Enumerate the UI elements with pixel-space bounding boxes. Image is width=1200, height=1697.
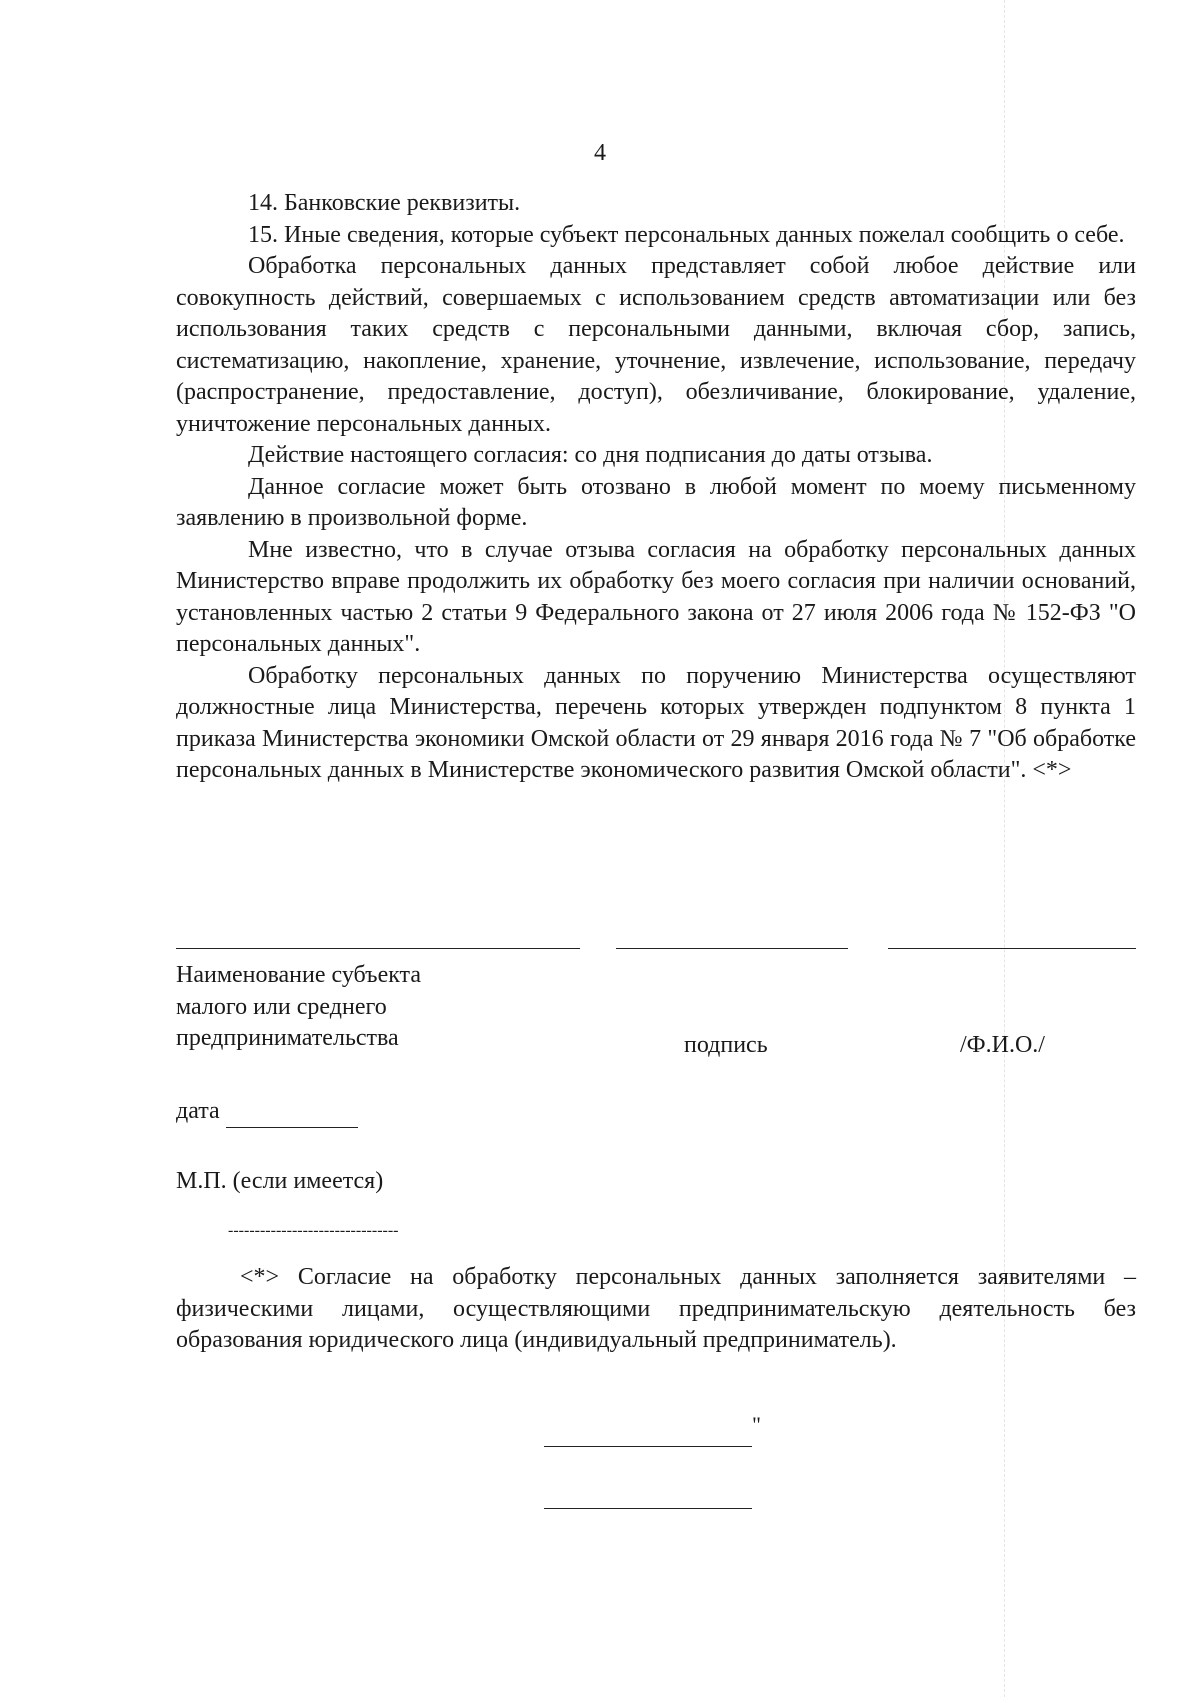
paragraph-processing-definition: Обработка персональных данных представляет собой любое действие или совокупность действий, совершаемых с использованием средств автоматизации или без использования таких средств с персональными данными, включая сбор, запись, систематизацию, накопление, хранение, уточнение, извлечение, использование, передачу (распространение, предоставление, доступ), обезличивание, блокирование, удаление, уничтожение персональных данных.: [176, 253, 1136, 437]
footnote-separator: --------------------------------: [228, 1222, 399, 1239]
org-name-line: [176, 948, 580, 949]
paragraph-bank-details: 14. Банковские реквизиты.: [248, 190, 521, 216]
paragraph-processing-officials: Обработку персональных данных по поручению Министерства осуществляют должностные лица Министерства, перечень которых утвержден подпунктом 8 пункта 1 приказа Министерства экономики Омской области от 29 января 2016 года № 7 "Об обработке персональных данных в Министерстве экономического развития Омской области". <*>: [176, 662, 1136, 783]
closing-line-upper: [544, 1446, 752, 1447]
paragraph-revocation: Данное согласие может быть отозвано в любой момент по моему письменному заявлению в произвольной форме.: [176, 473, 1136, 531]
stamp-label: М.П. (если имеется): [176, 1168, 384, 1194]
paragraph-other-info: 15. Иные сведения, которые субъект персональных данных пожелал сообщить о себе.: [248, 221, 1125, 248]
signature-label: подпись: [684, 1032, 768, 1058]
page-number: 4: [594, 140, 606, 166]
date-field-line: [226, 1099, 358, 1128]
closing-line-lower: [544, 1508, 752, 1509]
org-name-label: Наименование субъекта малого или среднего предпринимательства: [176, 962, 421, 1051]
full-name-line: [888, 948, 1136, 949]
date-label: дата: [176, 1098, 220, 1124]
date-row: [176, 1096, 358, 1128]
footnote: [176, 1262, 1136, 1357]
full-name-label: /Ф.И.О./: [960, 1032, 1045, 1058]
consent-body: [176, 188, 1136, 787]
signature-line: [616, 948, 848, 949]
closing-quote: ": [752, 1412, 761, 1437]
paragraph-legal-basis: Мне известно, что в случае отзыва согласия на обработку персональных данных Министерство вправе продолжить их обработку без моего согласия при наличии оснований, установленных частью 2 статьи 9 Федерального закона от 27 июля 2006 года № 152-ФЗ "О персональных данных".: [176, 536, 1136, 657]
footnote-text: <*> Согласие на обработку персональных данных заполняется заявителями – физическими лицами, осуществляющими предпринимательскую деятельность без образования юридического лица (индивидуальный предприниматель).: [176, 1264, 1136, 1353]
paragraph-consent-validity: Действие настоящего согласия: со дня подписания до даты отзыва.: [248, 442, 933, 468]
